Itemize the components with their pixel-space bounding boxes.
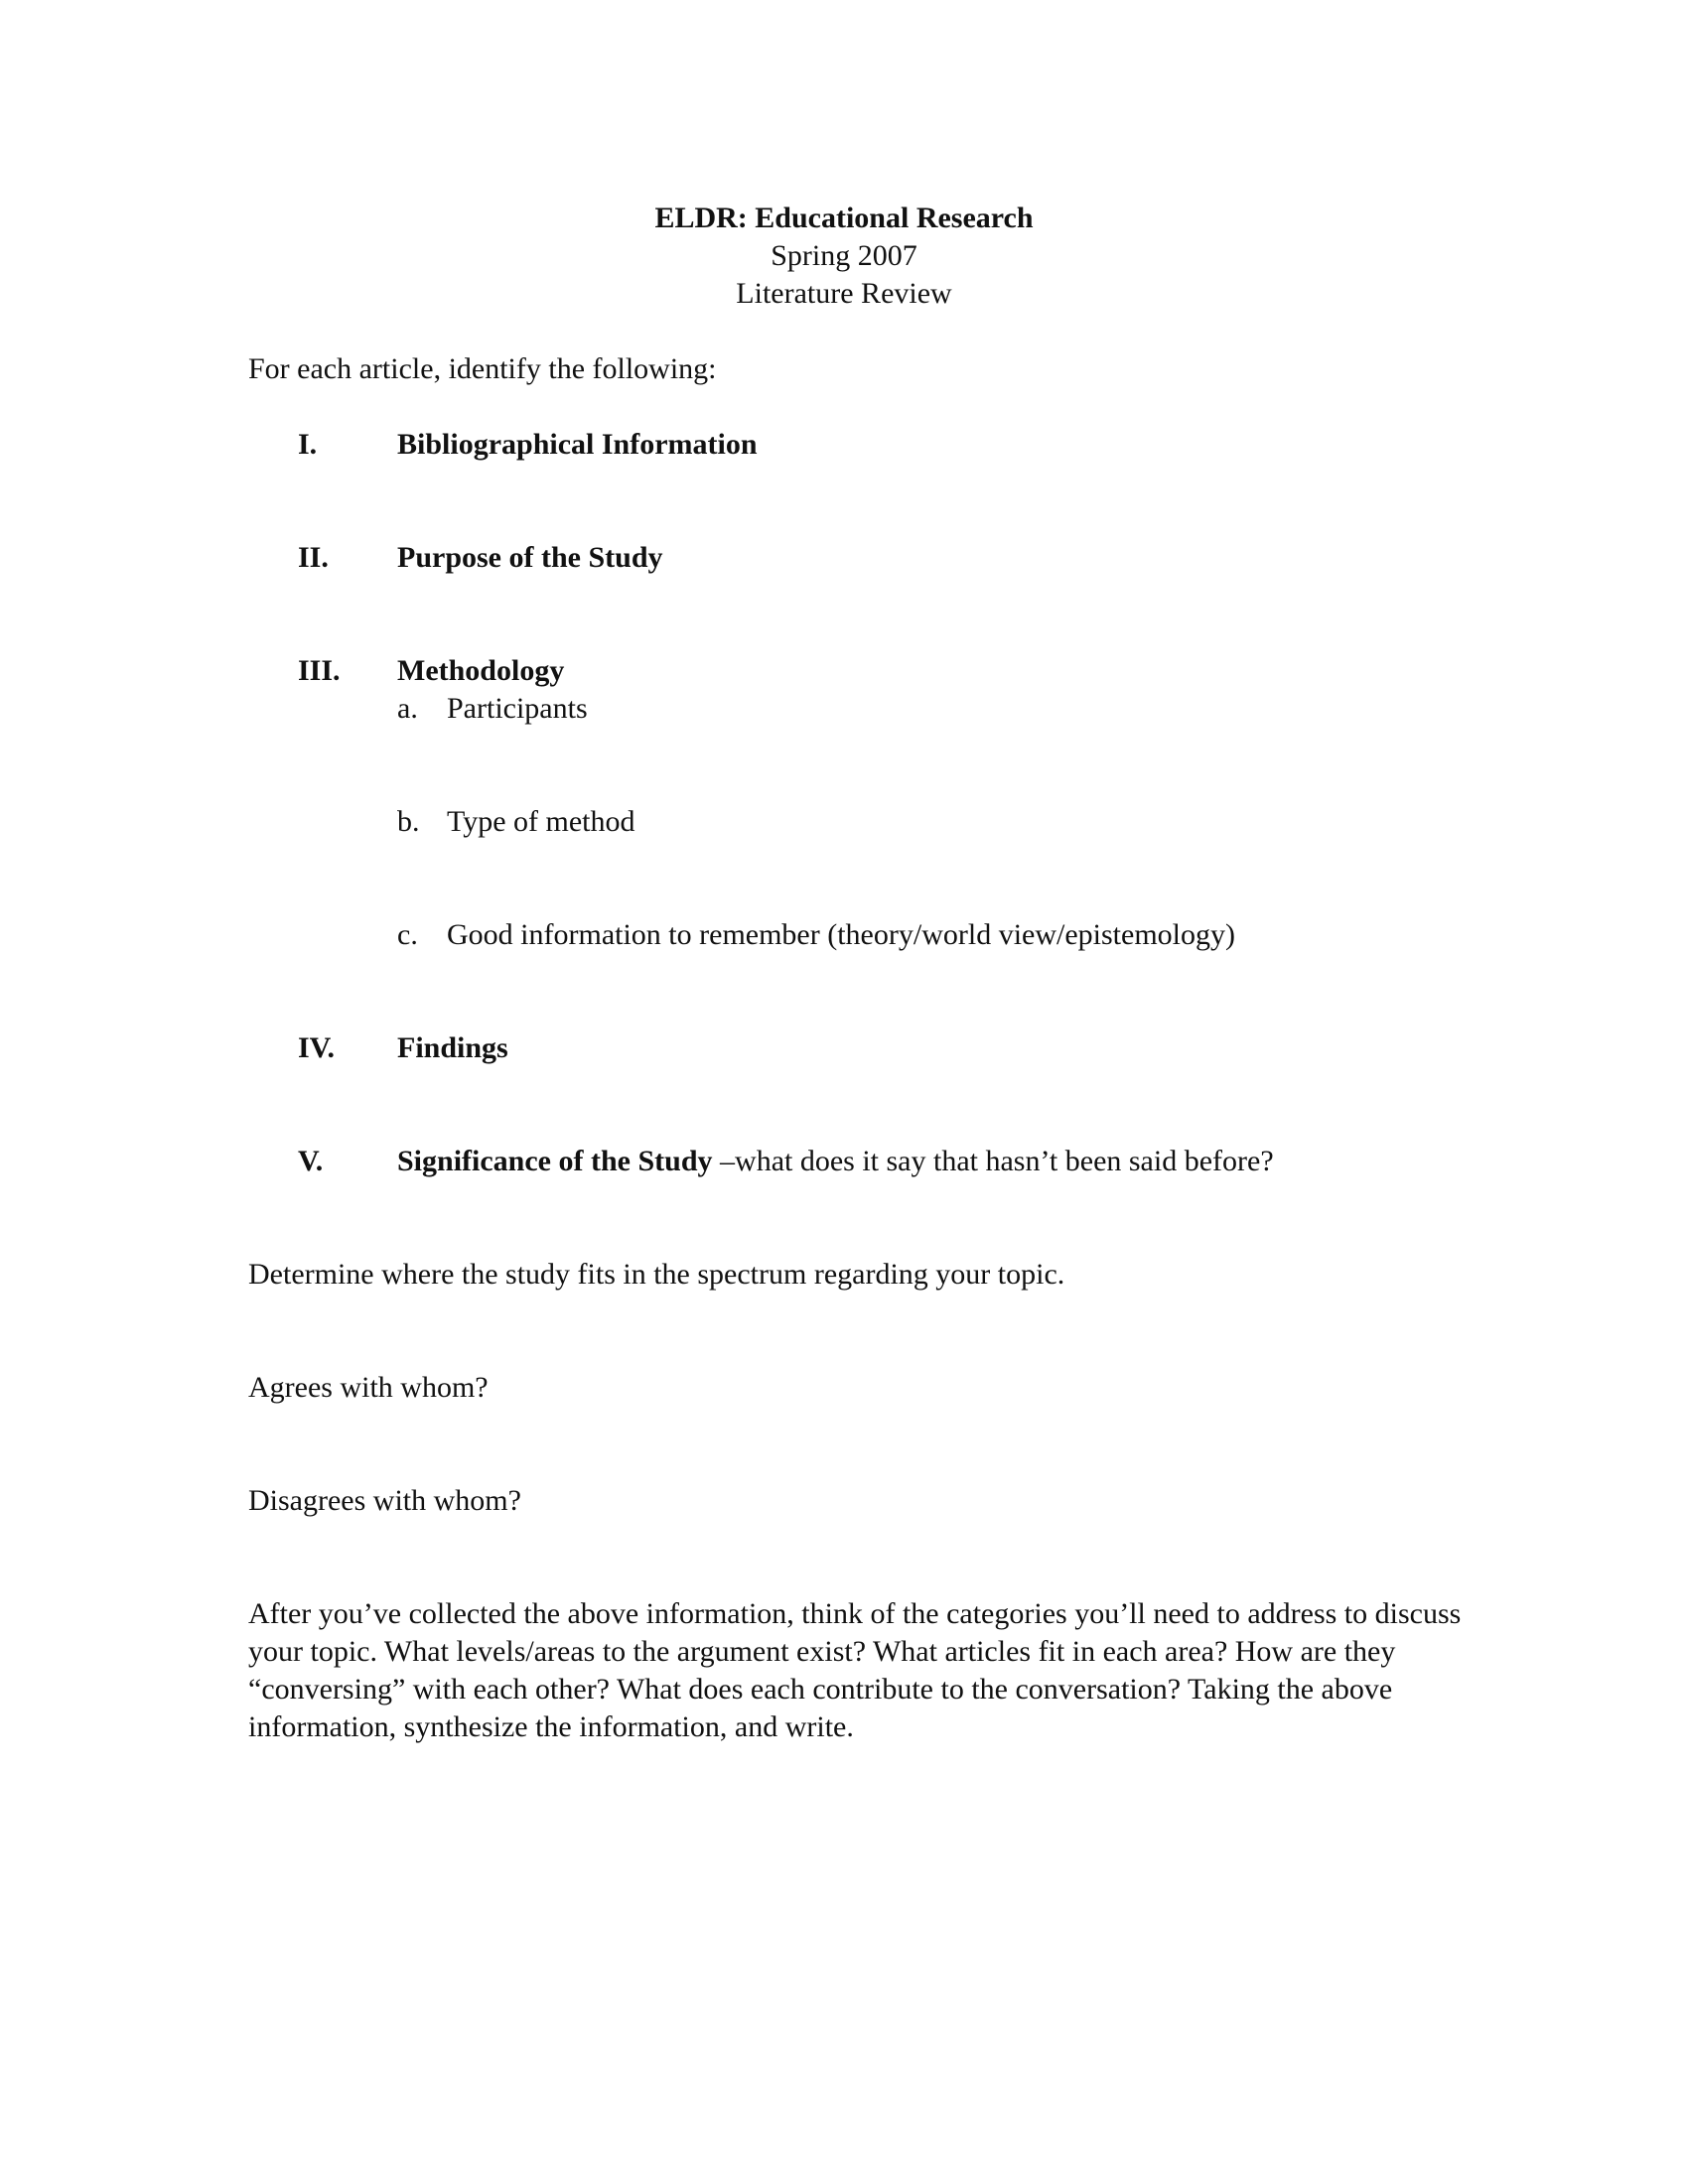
prompt-agrees: Agrees with whom? bbox=[248, 1371, 489, 1404]
outline-heading-1 bbox=[397, 426, 758, 464]
outline-heading-2-text: Purpose of the Study bbox=[397, 541, 663, 574]
methodology-letter-c: c. bbox=[397, 918, 418, 951]
term: Spring 2007 bbox=[771, 239, 917, 272]
outline-heading-5-note: –what does it say that hasn’t been said before? bbox=[712, 1145, 1274, 1177]
closing-paragraph: After you’ve collected the above information, think of the categories you’ll need to address to discuss your topic. What levels/areas to the argument exist? What articles fit in each area? How are they “conversing” with each other? What does each contribute to the conversation? Taking the above information, synthesize the information, and write. bbox=[248, 1597, 1462, 1743]
outline-heading-3-text: Methodology bbox=[397, 654, 565, 687]
outline-numeral-2: II. bbox=[298, 541, 329, 574]
outline-numeral-1: I. bbox=[298, 428, 318, 461]
outline-heading-4 bbox=[397, 1029, 508, 1067]
outline-heading-5-text: Significance of the Study bbox=[397, 1145, 713, 1177]
methodology-item-type-of-method: Type of method bbox=[447, 805, 635, 838]
methodology-letter-a: a. bbox=[397, 692, 418, 725]
course-title: ELDR: Educational Research bbox=[654, 202, 1034, 234]
prompt-disagrees: Disagrees with whom? bbox=[248, 1484, 521, 1517]
outline-numeral-5: V. bbox=[298, 1145, 324, 1177]
methodology-item-participants: Participants bbox=[447, 692, 588, 725]
outline-heading-2 bbox=[397, 539, 663, 577]
outline-heading-3 bbox=[397, 652, 564, 690]
outline-heading-4-text: Findings bbox=[397, 1031, 508, 1064]
assignment-title: Literature Review bbox=[736, 277, 952, 310]
prompt-spectrum: Determine where the study fits in the spectrum regarding your topic. bbox=[248, 1258, 1065, 1291]
outline-heading-1-text: Bibliographical Information bbox=[397, 428, 758, 461]
methodology-letter-b: b. bbox=[397, 805, 420, 838]
methodology-item-good-information: Good information to remember (theory/world view/epistemology) bbox=[447, 918, 1235, 951]
outline-heading-5 bbox=[397, 1143, 1274, 1180]
outline-numeral-3: III. bbox=[298, 654, 341, 687]
intro-text: For each article, identify the following: bbox=[248, 352, 717, 385]
outline-numeral-4: IV. bbox=[298, 1031, 335, 1064]
